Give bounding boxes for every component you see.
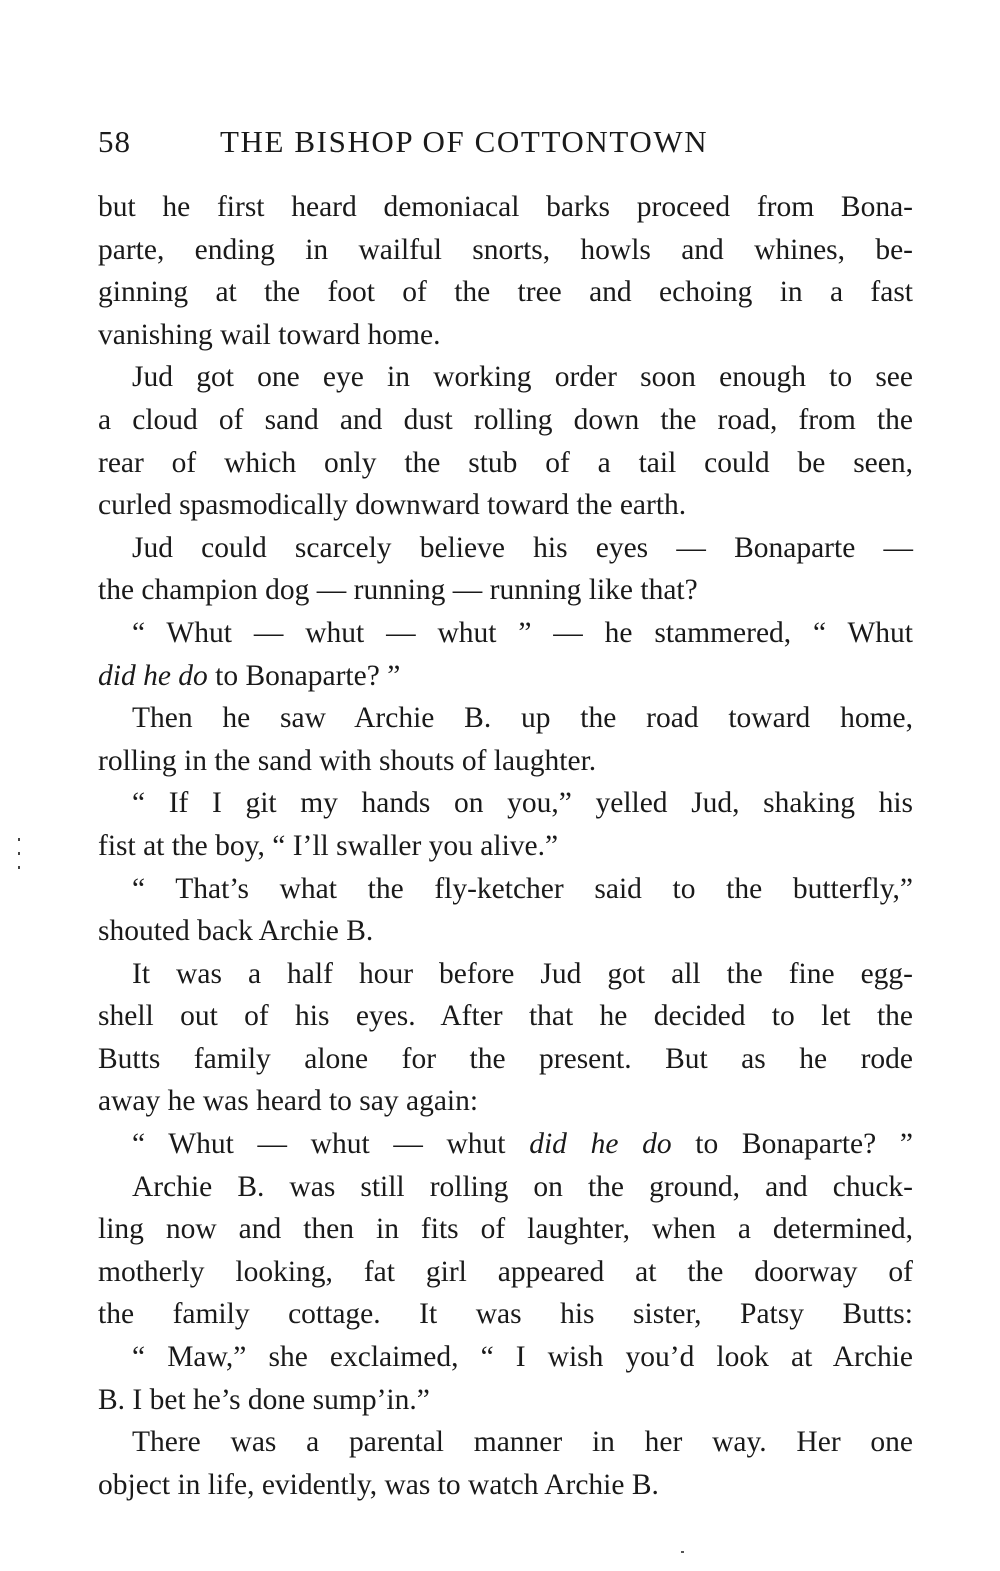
text-line: Archie B. was still rolling on the ground, and chuck- [132, 1170, 913, 1203]
print-speck [18, 852, 20, 855]
text-line: a cloud of sand and dust rolling down the road, from the [98, 403, 913, 436]
text-line: the family cottage. It was his sister, Patsy Butts: [98, 1298, 913, 1331]
text-line: ling now and then in fits of laughter, when a determined, [98, 1213, 913, 1246]
text-line: “ Maw,” she exclaimed, “ I wish you’d look at Archie [132, 1341, 913, 1374]
text-run: to Bonaparte? ” [207, 659, 401, 692]
text-line: Jud could scarcely believe his eyes — Bonaparte — [132, 531, 913, 564]
body-text [98, 186, 913, 1506]
text-line: parte, ending in wailful snorts, howls and whines, be- [98, 233, 913, 266]
text-line: away he was heard to say again: [98, 1085, 479, 1118]
running-title: THE BISHOP OF COTTONTOWN [220, 124, 709, 159]
text-line: Butts family alone for the present. But as he rode [98, 1042, 913, 1075]
print-speck [681, 1551, 684, 1553]
print-speck [18, 838, 20, 841]
page-number: 58 [98, 124, 131, 159]
text-line [98, 1123, 913, 1166]
text-line: curled spasmodically downward toward the earth. [98, 489, 687, 522]
text-run: “ Whut — whut — whut [132, 1128, 530, 1161]
text-line: “ Whut — whut — whut ” — he stammered, “ Whut [132, 616, 913, 649]
text-run: to Bonaparte? ” [671, 1128, 913, 1161]
text-line: Then he saw Archie B. up the road toward home, [132, 702, 913, 735]
text-line: “ If I git my hands on you,” yelled Jud, shaking his [132, 787, 913, 820]
text-line: vanishing wail toward home. [98, 318, 441, 351]
text-line: the champion dog — running — running like that? [98, 574, 698, 607]
text-line: rear of which only the stub of a tail could be seen, [98, 446, 913, 479]
text-line: motherly looking, fat girl appeared at the doorway of [98, 1255, 913, 1288]
text-line: but he first heard demoniacal barks proceed from Bona- [98, 191, 913, 223]
text-line: “ That’s what the fly-ketcher said to the butterfly,” [132, 872, 913, 905]
text-line: ginning at the foot of the tree and echoing in a fast [98, 276, 913, 309]
italic-text: did he do [98, 659, 208, 692]
print-speck [18, 866, 20, 869]
text-line: It was a half hour before Jud got all the fine egg- [132, 957, 913, 990]
italic-text: did he do [529, 1128, 672, 1161]
text-line: shouted back Archie B. [98, 915, 374, 948]
text-line: There was a parental manner in her way. Her one [132, 1426, 913, 1459]
text-line: rolling in the sand with shouts of laughter. [98, 744, 597, 777]
text-line [98, 655, 913, 698]
text-line: Jud got one eye in working order soon enough to see [132, 361, 913, 394]
page-header [98, 124, 918, 168]
text-line: object in life, evidently, was to watch Archie B. [98, 1468, 659, 1501]
text-line: fist at the boy, “ I’ll swaller you alive.” [98, 829, 559, 862]
text-line: B. I bet he’s done sump’in.” [98, 1383, 430, 1416]
text-line: shell out of his eyes. After that he decided to let the [98, 1000, 913, 1033]
